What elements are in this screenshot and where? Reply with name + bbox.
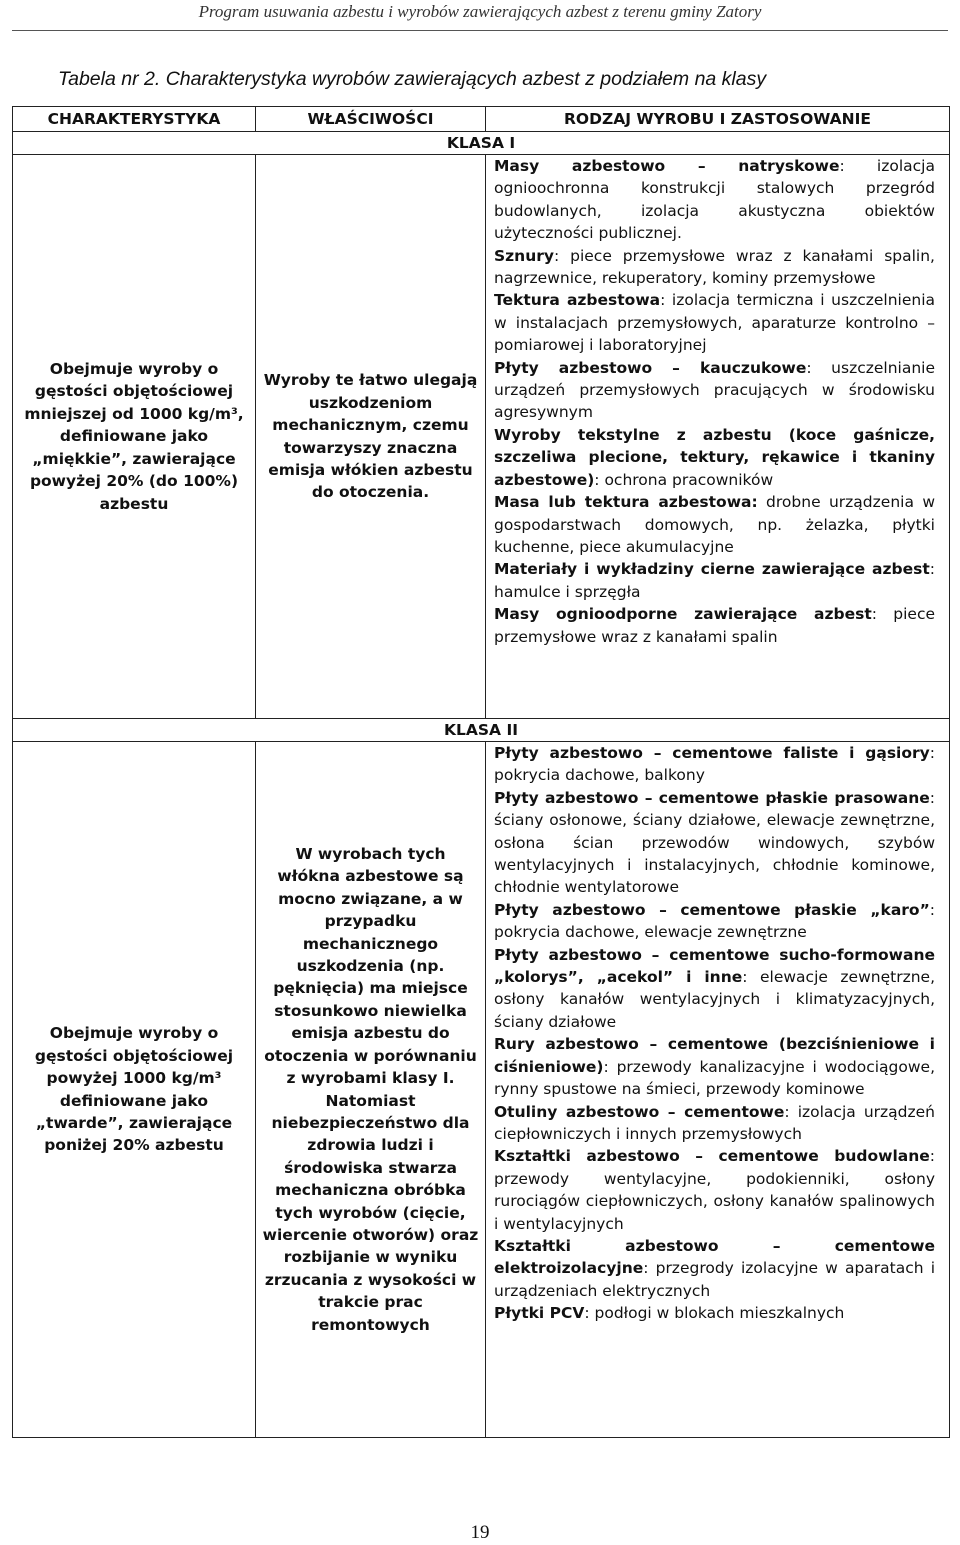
product-desc: : pokrycia dachowe, balkony (494, 744, 935, 785)
class-1-row (13, 155, 950, 719)
product-name: Materiały i wykładziny cierne zawierające azbest (494, 560, 930, 579)
product-desc: : piece przemysłowe wraz z kanałami spalin, nagrzewnice, rekuperatory, kominy przemysłowe (494, 246, 935, 288)
product-desc: : izolacja ognioochronna konstrukcji stalowych przegród budowlanych, izolacja akustyczna obiektów użyteczności publicznej. (494, 157, 935, 243)
product-desc: : ochrona pracowników (594, 470, 774, 489)
product-item (494, 1235, 935, 1302)
product-name: Masy ognioodporne zawierające azbest (494, 605, 872, 624)
product-name: Płyty azbestowo – cementowe sucho-formowane „kolorys”, „acekol” i inne (494, 945, 935, 987)
product-name: Płyty azbestowo – cementowe faliste i gąsiory (494, 744, 930, 762)
product-desc: : izolacja termiczna i uszczelnienia w instalacjach przemysłowych, aparaturze kontrolno – pomiarowej i laboratoryjnej (494, 291, 935, 355)
class-1-properties: Wyroby te łatwo ulegają uszkodzeniom mechanicznym, czemu towarzyszy znaczna emisja włókien azbestu do otoczenia. (256, 155, 486, 719)
product-name: Płyty azbestowo – kauczukowe (494, 358, 807, 377)
product-desc: : przegrody izolacyjne w aparatach i urządzeniach elektrycznych (494, 1259, 935, 1300)
product-desc: : piece przemysłowe wraz z kanałami spalin (494, 605, 936, 646)
product-name: Kształtki azbestowo – cementowe elektroizolacyjne (494, 1236, 935, 1278)
class-2-products (486, 742, 950, 1438)
product-desc: : elewacje zewnętrzne, osłony kanałów wentylacyjnych i klimatyzacyjnych, ściany działowe (494, 968, 935, 1031)
product-name: Otuliny azbestowo – cementowe (494, 1102, 785, 1121)
product-name: Masa lub tektura azbestowa: (494, 493, 758, 512)
product-desc: : przewody kanalizacyjne i wodociągowe, rynny spustowe na śmieci, przewody kominowe (494, 1057, 935, 1099)
product-name: Płytki PCV (494, 1304, 585, 1323)
product-desc: drobne urządzenia w gospodarstwach domowych, np. żelazka, płytki kuchenne, piece akumulacyjne (494, 493, 935, 556)
product-item (494, 491, 935, 558)
product-item (494, 1302, 935, 1324)
product-desc: : przewody wentylacyjne, podokienniki, osłony rurociągów ciepłowniczych, osłony kanałów spalinowych i wentylacyjnych (494, 1147, 935, 1233)
product-item (494, 742, 935, 787)
class-1-label: KLASA I (13, 132, 950, 155)
class-1-label-row (13, 132, 950, 155)
class-1-characteristic: Obejmuje wyroby o gęstości objętościowej mniejszej od 1000 kg/m³, definiowane jako „miękkie”, zawierające powyżej 20% (do 100%) azbestu (13, 155, 256, 719)
page-number: 19 (470, 1522, 490, 1543)
product-name: Masy azbestowo – natryskowe (494, 157, 840, 175)
product-name: Tektura azbestowa (494, 291, 661, 310)
product-item (494, 1101, 935, 1146)
product-item (494, 357, 935, 424)
class-2-label-row (13, 719, 950, 742)
table-caption: Tabela nr 2. Charakterystyka wyrobów zawierających azbest z podziałem na klasy (58, 68, 767, 90)
column-header-properties: WŁAŚCIWOŚCI (256, 107, 486, 132)
product-name: Sznury (494, 246, 555, 265)
class-1-products (486, 155, 950, 719)
product-item (494, 558, 935, 603)
product-item (494, 289, 935, 356)
product-name: Płyty azbestowo – cementowe płaskie „karo” (494, 900, 930, 919)
product-name: Kształtki azbestowo – cementowe budowlane (494, 1147, 930, 1166)
product-item (494, 1145, 935, 1235)
product-desc: : uszczelnianie urządzeń przemysłowych pracujących w środowisku agresywnym (494, 358, 935, 422)
table-header-row (13, 107, 950, 132)
class-2-row (13, 742, 950, 1438)
running-header: Program usuwania azbestu i wyrobów zawierających azbest z terenu gminy Zatory (198, 2, 762, 21)
product-item (494, 155, 935, 245)
class-2-label: KLASA II (13, 719, 950, 742)
asbestos-classes-table (12, 106, 950, 1438)
product-item (494, 245, 935, 290)
product-name: Wyroby tekstylne z azbestu (koce gaśnicze, szczeliwa plecione, tektury, rękawice i tkaniny azbestowe) (494, 425, 935, 489)
column-header-product: RODZAJ WYROBU I ZASTOSOWANIE (486, 107, 950, 132)
product-desc: : ściany osłonowe, ściany działowe, elewacje zewnętrzne, osłona ścian przewodów windowych, szybów wentylacyjnych i instalacyjnych, chłodnie kominowe, chłodnie wentylatorowe (494, 788, 935, 897)
product-item (494, 1033, 935, 1100)
class-2-characteristic: Obejmuje wyroby o gęstości objętościowej powyżej 1000 kg/m³ definiowane jako „twarde”, zawierające poniżej 20% azbestu (13, 742, 256, 1438)
product-desc: : izolacja urządzeń ciepłowniczych i innych przemysłowych (494, 1102, 935, 1143)
class-2-properties: W wyrobach tych włókna azbestowe są mocno związane, a w przypadku mechanicznego uszkodzenia (np. pęknięcia) ma miejsce stosunkowo niewielka emisja azbestu do otoczenia w porównaniu z wyrobami klasy I. Natomiast niebezpieczeństwo dla zdrowia ludzi i środowiska stwarza mechaniczna obróbka tych wyrobów (cięcie, wiercenie otworów) oraz rozbijanie w wyniku zrzucania z wysokości w trakcie prac remontowych (256, 742, 486, 1438)
product-desc: : pokrycia dachowe, elewacje zewnętrzne (494, 900, 935, 942)
header-rule (12, 30, 948, 31)
product-item (494, 899, 935, 944)
product-name: Rury azbestowo – cementowe (bezciśnieniowe i ciśnieniowe) (494, 1035, 935, 1076)
product-item (494, 787, 935, 899)
product-item (494, 944, 935, 1034)
product-item (494, 424, 935, 491)
product-desc: : podłogi w blokach mieszkalnych (584, 1304, 845, 1323)
product-item (494, 603, 935, 648)
column-header-characteristic: CHARAKTERYSTYKA (13, 107, 256, 132)
product-desc: : hamulce i sprzęgła (494, 560, 935, 601)
product-name: Płyty azbestowo – cementowe płaskie prasowane (494, 788, 930, 807)
